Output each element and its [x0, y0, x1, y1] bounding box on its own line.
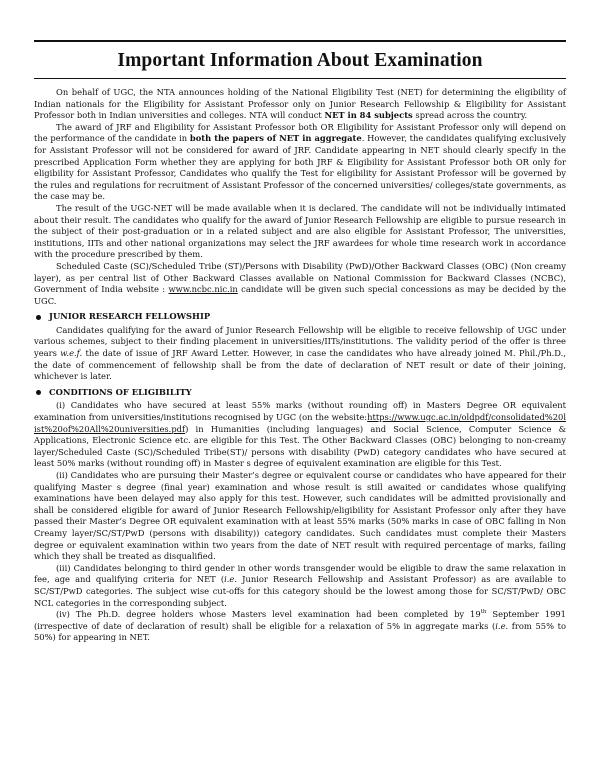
item-i-text-a: (i) Candidates who have secured at least 55% marks (without rounding off) in Masters Degree OR equivalent examination from universities/institutions recognised by UGC (on the website:	[34, 400, 566, 423]
jrf-heading-text: JUNIOR RESEARCH FELLOWSHIP	[49, 311, 211, 322]
eligibility-item-ii: (ii) Candidates who are pursuing their Master’s degree or equivalent course or candidates who have appeared for their qualifying Master s degree (final year) examination and whose result is still awaited or candidates whose qualifying examinations have been delayed may also apply for this test. However, such candidates will be admitted provisionally and shall be considered eligible for award of Junior Research Fellowship/eligibility for Assistant Professor only after they have passed their Master’s Degree OR equivalent examination with at least 55% marks (50% marks in case of OBC falling in Non Creamy layer/SC/ST/PwD (persons with disability)) category candidates. Such candidates must complete their Masters degree or equivalent examination within two years from the date of NET result with required percentage of marks, failing which they shall be treated as disqualified.	[34, 470, 566, 562]
ugc-universities-link[interactable]: https://www.ugc.ac.in/oldpdf/consolidated%20list%20of%20All%20universities.pdf	[34, 412, 566, 434]
intro-paragraph	[34, 87, 566, 122]
result-paragraph: The result of the UGC-NET will be made available when it is declared. The candidate will not be individually intimated about their result. The candidates who qualify for the award of Junior Research Fellowship are eligible to pursue research in the subject of their post-graduation or in a related subject and are also eligible for Assistant Professor, The universities, institutions, IITs and other national organizations may select the JRF awardees for whole time research work in accordance with the procedure prescribed by them.	[34, 202, 566, 260]
item-iii-text-ie: i.e.	[224, 574, 238, 585]
bullet-icon	[36, 315, 41, 320]
item-iv-text-c: from 55% to 50%) for appearing in NET.	[34, 620, 567, 643]
item-iii-text-c: Junior Research Fellowship and Assistant Professor) as are available to SC/ST/PwD categories. The subject wise cut-offs for this category should be the lowest among those for SC/ST/PwD/ OBC NCL categories in the corresponding subject.	[34, 574, 567, 608]
jrf-text-c: the date of issue of JRF Award Letter. However, in case the candidates who have already joined M. Phil./Ph.D., the date of commencement of fellowship shall be from the date of declaration of NET result or date of their joining, whichever is later.	[34, 348, 566, 382]
jrf-text-wef: w.e.f.	[60, 348, 83, 359]
item-iv-text-a: (iv) The Ph.D. degree holders whose Masters level examination had been completed by 19	[56, 609, 481, 620]
title-bottom-rule	[34, 78, 566, 79]
ncbc-link[interactable]: www.ncbc.nic.in	[168, 284, 238, 295]
jrf-heading	[34, 311, 566, 323]
title-top-rule	[34, 40, 566, 42]
intro-text-c: spread across the country.	[412, 110, 528, 121]
item-iv-text-b: September 1991 (irrespective of date of declaration of result) shall be eligible for a relaxation of 5% in aggregate marks (	[34, 609, 566, 631]
concessions-paragraph	[34, 261, 566, 307]
award-text-bold: both the papers of NET in aggregate	[189, 133, 362, 144]
page-title: Important Information About Examination	[117, 50, 483, 71]
eligibility-item-iii	[34, 563, 566, 609]
award-text-c: . However, the candidates qualifying exclusively for Assistant Professor will not be considered for award of JRF. Candidate appearing in NET should clearly specify in the prescribed Application Form whether they are applying for both JRF & Eligibility for Assistant Professor both OR only for eligibility for Assistant Professor, Candidates who qualify the Test for eligibility for Assistant Professor will be governed by the rules and regulations for recruitment of Assistant Professor of the concerned universities/ colleges/state governments, as the case may be.	[34, 133, 566, 202]
bullet-icon	[36, 390, 41, 395]
jrf-paragraph	[34, 325, 566, 383]
award-text-a: The award of JRF and Eligibility for Assistant Professor both OR Eligibility for Assistant Professor only will depend on the performance of the candidate in	[34, 121, 566, 144]
jrf-award-paragraph	[34, 122, 566, 203]
item-i-text-c: ) in Humanities (including languages) and Social Science, Computer Science & Applications, Electronic Science etc. are eligible for this Test. The Other Backward Classes (OBC) belonging to non-creamy layer/Scheduled Caste (SC)/Scheduled Tribe(ST)/ persons with disability (PwD) category candidates who have secured at least 50% marks (without rounding off) in Master s degree of equivalent examination are eligible for this Test.	[34, 423, 566, 469]
intro-text-bold: NET in 84 subjects	[324, 110, 413, 121]
jrf-text-a: Candidates qualifying for the award of Junior Research Fellowship will be eligible to receive fellowship of UGC under various schemes, subject to their finding placement in universities/IITs/institutions. The validity period of the offer is three years	[34, 324, 566, 359]
eligibility-item-i	[34, 400, 566, 470]
item-iii-text-a: (iii) Candidates belonging to third gender in other words transgender would be eligible to draw the same relaxation in fee, age and qualifying criteria for NET (	[34, 562, 566, 585]
eligibility-heading	[34, 387, 566, 399]
item-iv-sup: th	[480, 609, 487, 616]
concessions-text-a: Scheduled Caste (SC)/Scheduled Tribe (ST)/Persons with Disability (PwD)/Other Backward Classes (OBC) (Non creamy layer), as per central list of Other Backward Classes available on National Commission for Backward Classes (NCBC), Government of India website :	[34, 260, 566, 295]
eligibility-heading-text: CONDITIONS OF ELIGIBILITY	[49, 386, 192, 397]
concessions-text-c: candidate will be given such special concessions as may be decided by the UGC.	[34, 284, 567, 306]
document-page	[34, 40, 566, 644]
eligibility-item-iv	[34, 609, 566, 644]
item-iv-text-ie: i.e.	[495, 620, 509, 631]
intro-text-a: On behalf of UGC, the NTA announces holding of the National Eligibility Test (NET) for determining the eligibility of Indian nationals for the Eligibility for Assistant Professor only on Junior Research Fellowship & Eligibility for Assistant Professor both in Indian universities and colleges. NTA will conduct	[34, 87, 566, 121]
